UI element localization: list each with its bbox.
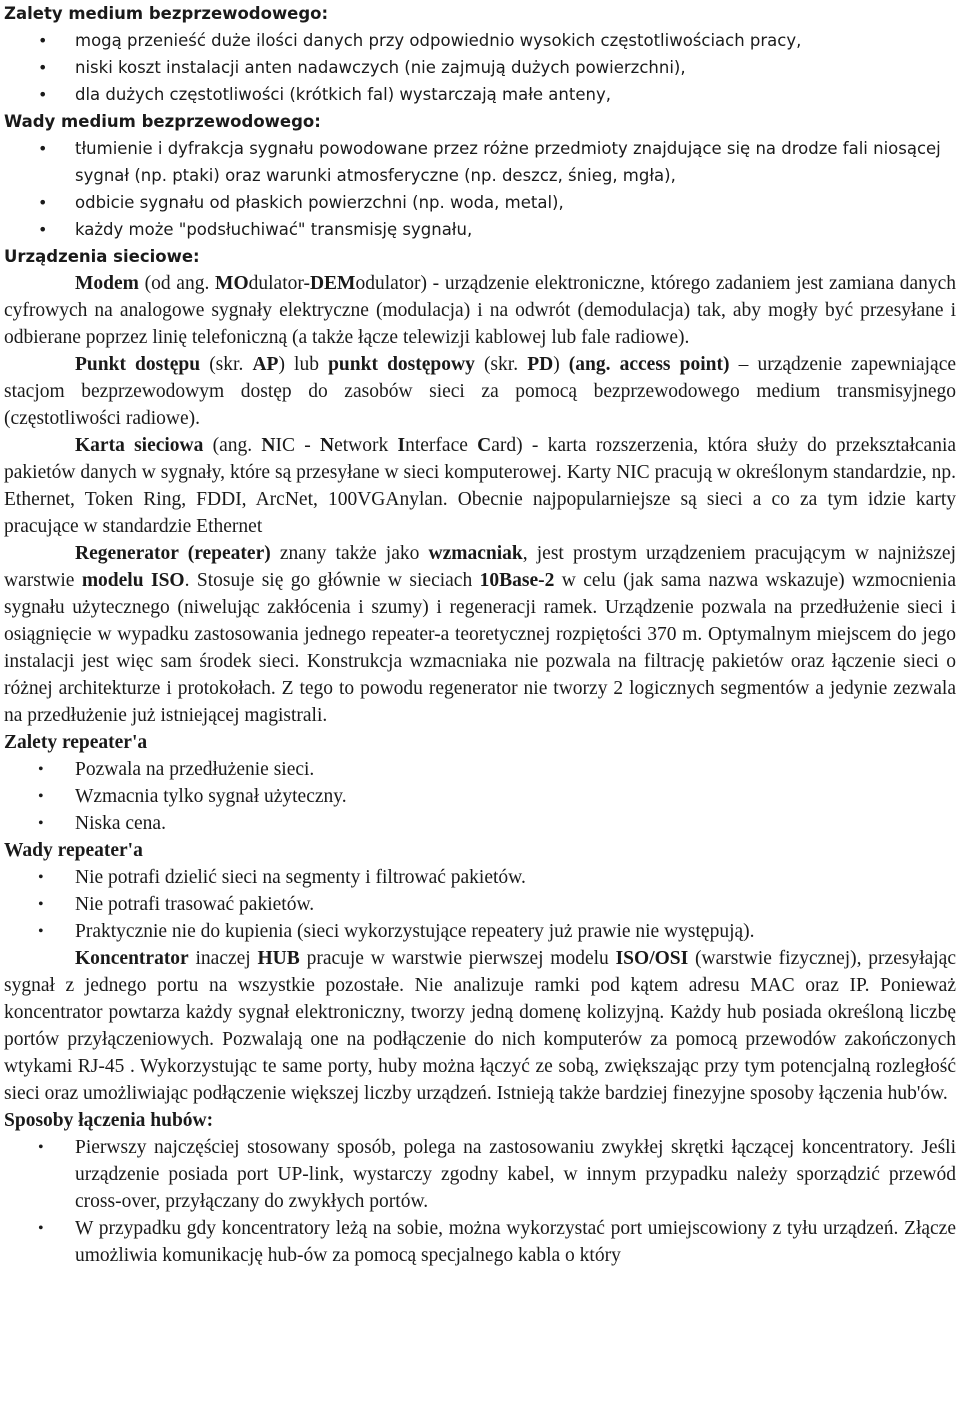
heading-repeater-disadvantages: Wady repeater'a (4, 840, 143, 861)
list-wireless-advantages (4, 27, 956, 108)
list-item: • odbicie sygnału od płaskich powierzchni (np. woda, metal), (4, 189, 956, 216)
list-item: • niski koszt instalacji anten nadawczych (nie zajmują dużych powierzchni), (4, 54, 956, 81)
paragraph-network-card: Karta sieciowa (ang. NIC - Network Interface Card) - karta rozszerzenia, która służy do przekształcania pakietów danych w sygnały, które są przesyłane w sieci komputerowej. Karty NIC pracują w określonym standardzie, np. Ethernet, Token Ring, FDDI, ArcNet, 100VGAnylan. Obecnie najpopularniejsze są sieci a co za tym idzie karty pracujące w standardzie Ethernet (4, 435, 957, 537)
list-item: • Pierwszy najczęściej stosowany sposób, polega na zastosowaniu zwykłej skrętki łączącej koncentratory. Jeśli urządzenie posiada port UP-link, wystarczy zgodny kabel, w innym przypadku należy sporządzić przewód cross-over, przyłączany do zwykłych portów. (4, 1134, 956, 1215)
list-item: • dla dużych częstotliwości (krótkich fal) wystarczają małe anteny, (4, 81, 956, 108)
list-item: • mogą przenieść duże ilości danych przy odpowiednio wysokich częstotliwościach pracy, (4, 27, 956, 54)
term-regenerator: Regenerator (repeater) (75, 543, 271, 564)
heading-network-devices: Urządzenia sieciowe: (4, 247, 200, 266)
list-item: • Niska cena. (4, 810, 956, 837)
list-item: • Nie potrafi trasować pakietów. (4, 891, 956, 918)
term-modem: Modem (75, 273, 139, 294)
term-access-point: Punkt dostępu (75, 354, 201, 375)
list-item: • W przypadku gdy koncentratory leżą na sobie, można wykorzystać port umiejscowiony z tyłu urządzeń. Złącze umożliwia komunikację hub-ów za pomocą specjalnego kabla o który (4, 1215, 956, 1269)
heading-repeater-advantages: Zalety repeater'a (4, 732, 148, 753)
list-item: • Wzmacnia tylko sygnał użyteczny. (4, 783, 956, 810)
term-hub: Koncentrator (75, 948, 189, 969)
paragraph-access-point: Punkt dostępu (skr. AP) lub punkt dostępowy (skr. PD) (ang. access point) – urządzenie zapewniające stacjom bezprzewodowym dostęp do zasobów sieci za pomocą bezprzewodowego medium transmisyjnego (częstotliwości radiowe). (4, 354, 957, 429)
paragraph-modem: Modem (od ang. MOdulator-DEModulator) - urządzenie elektroniczne, którego zadaniem jest zamiana danych cyfrowych na analogowe sygnały elektryczne (modulacja) i na odwrót (demodulacja) tak, aby mogły być przesyłane i odbierane poprzez linię telefoniczną (a także łącze telewizji kablowej lub fale radiowe). (4, 273, 957, 348)
list-repeater-disadvantages (4, 864, 956, 945)
list-item: • Pozwala na przedłużenie sieci. (4, 756, 956, 783)
list-repeater-advantages (4, 756, 956, 837)
term-network-card: Karta sieciowa (75, 435, 204, 456)
wireless-section (4, 0, 956, 270)
heading-hub-connection-methods: Sposoby łączenia hubów: (4, 1110, 214, 1131)
heading-wireless-advantages: Zalety medium bezprzewodowego: (4, 4, 329, 23)
list-item: • Nie potrafi dzielić sieci na segmenty i filtrować pakietów. (4, 864, 956, 891)
list-item: • tłumienie i dyfrakcja sygnału powodowane przez różne przedmioty znajdujące się na drodze fali niosącej sygnał (np. ptaki) oraz warunki atmosferyczne (np. deszcz, śnieg, mgła), (4, 135, 956, 189)
list-item: • każdy może "podsłuchiwać" transmisję sygnału, (4, 216, 956, 243)
paragraph-hub: Koncentrator inaczej HUB pracuje w warstwie pierwszej modelu ISO/OSI (warstwie fizycznej), przesyłając sygnał z jednego portu na wszystkie pozostałe. Nie analizuje ramki pod kątem adresu MAC oraz IP. Ponieważ koncentrator powtarza każdy sygnał elektroniczny, tworzy jedną domenę kolizyjną. Każdy hub posiada określoną liczbę portów przyłączeniowych. Pozwalają one na podłączenie do nich komputerów za pomocą przewodów zakończonych wtykami RJ-45 . Wykorzystując te same porty, huby można łączyć ze sobą, zwiększając przy tym potencjalną rozległość sieci oraz umożliwiając podłączenie większej liczby urządzeń. Istnieją także bardziej finezyjne sposoby łączenia hub'ów. (4, 948, 956, 1104)
list-item: • Praktycznie nie do kupienia (sieci wykorzystujące repeatery już prawie nie występują). (4, 918, 956, 945)
list-wireless-disadvantages (4, 135, 956, 243)
paragraph-regenerator: Regenerator (repeater) znany także jako wzmacniak, jest prostym urządzeniem pracującym w najniższej warstwie modelu ISO. Stosuje się go głównie w sieciach 10Base-2 w celu (jak sama nazwa wskazuje) wzmocnienia sygnału użytecznego (niwelując zakłócenia i szumy) i regeneracji ramek. Urządzenie pozwala na przedłużenie sieci i osiągnięcie w wypadku zastosowania jednego repeater-a teoretycznej rozpiętości 370 m. Optymalnym miejscem do jego instalacji jest więc sam środek sieci. Konstrukcja wzmacniaka nie pozwala na filtrację pakietów oraz łączenie sieci o różnej architekturze i protokołach. Z tego to powodu regenerator nie tworzy 2 logicznych segmentów a jedynie zezwala na przedłużenie już istniejącej magistrali. (4, 543, 957, 726)
list-hub-connection-methods (4, 1134, 956, 1269)
heading-wireless-disadvantages: Wady medium bezprzewodowego: (4, 112, 321, 131)
